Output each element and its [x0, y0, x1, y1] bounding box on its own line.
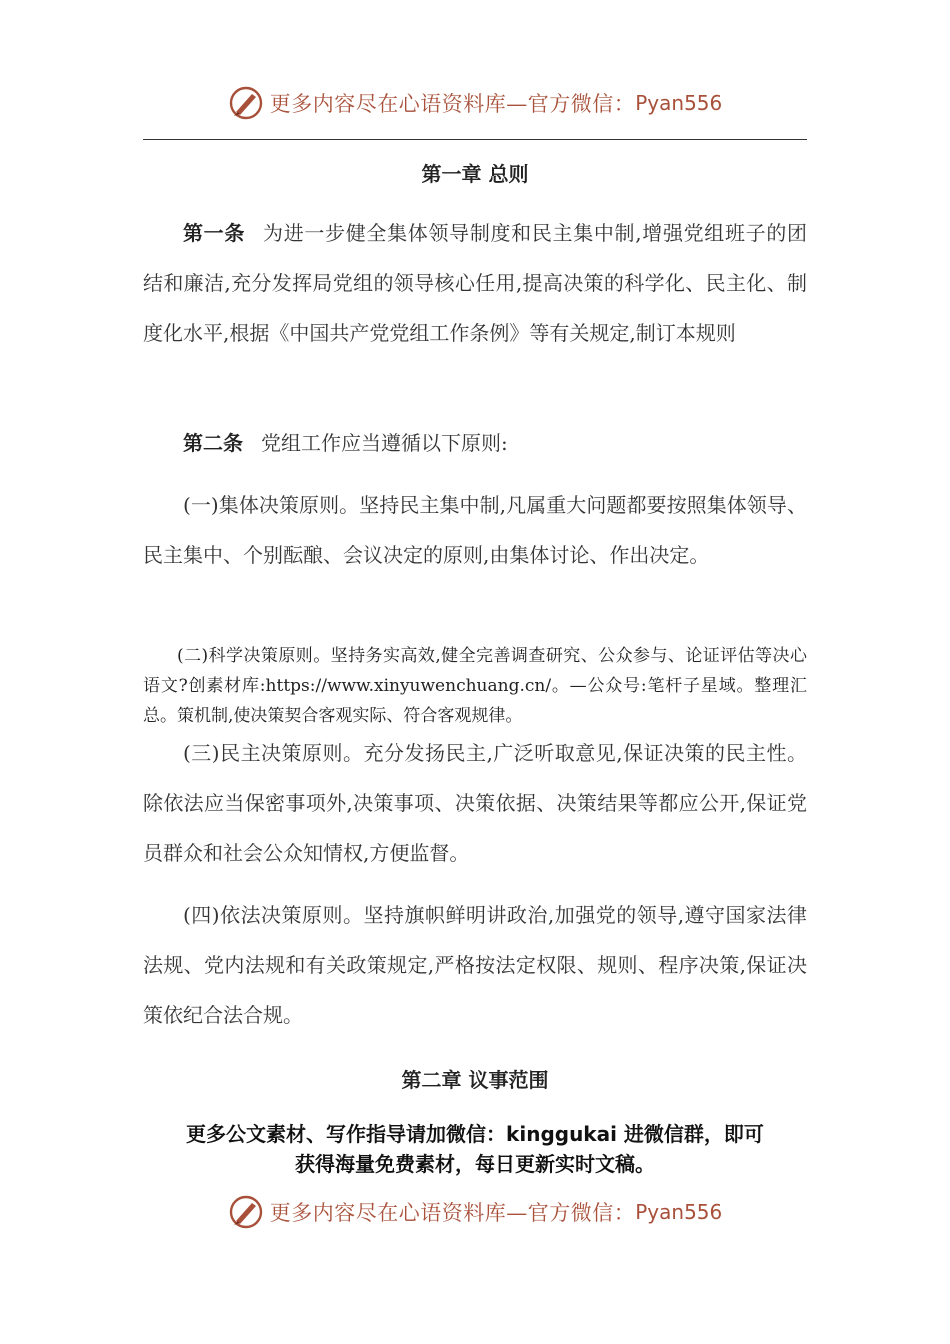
- banner-text: 更多内容尽在心语资料库—官方微信：: [269, 1201, 636, 1225]
- header-divider: [143, 139, 807, 140]
- principle-3: (三)民主决策原则。充分发扬民主,广泛听取意见,保证决策的民主性。除依法应当保密事项外,决策事项、决策依据、决策结果等都应公开,保证党员群众和社会公众知情权,方便监督。: [143, 741, 807, 865]
- footer-watermark-banner: [0, 1192, 950, 1232]
- article1-paragraph: [143, 208, 807, 358]
- chapter1-title: 第一章 总则: [421, 162, 529, 186]
- principle-4: (四)依法决策原则。坚持旗帜鲜明讲政治,加强党的领导,遵守国家法律法规、党内法规和有关政策规定,严格按法定权限、规则、程序决策,保证决策依纪合法合规。: [143, 903, 807, 1027]
- article1-text: 为进一步健全集体领导制度和民主集中制,增强党组班子的团结和廉洁,充分发挥局党组的领导核心任用,提高决策的科学化、民主化、制度化水平,根据《中国共产党党组工作条例》等有关规定,制订本规则: [143, 221, 808, 345]
- pen-logo-icon: [228, 1194, 264, 1230]
- promo-line-1: 更多公文素材、写作指导请加微信：kinggukai 进微信群，即可: [186, 1122, 764, 1146]
- promo-line-2: 获得海量免费素材，每日更新实时文稿。: [295, 1152, 655, 1176]
- promo-notice: [143, 1119, 807, 1179]
- principle-1: (一)集体决策原则。坚持民主集中制,凡属重大问题都要按照集体领导、民主集中、个别酝酿、会议决定的原则,由集体讨论、作出决定。: [143, 493, 807, 567]
- header-watermark-banner: [0, 83, 950, 123]
- banner-wechat-id: Pyan556: [635, 1200, 723, 1224]
- banner-text: 更多内容尽在心语资料库—官方微信：: [269, 92, 636, 116]
- article2-label: 第二条: [183, 431, 243, 455]
- principle-2: (二)科学决策原则。坚持务实高效,健全完善调查研究、公众参与、论证评估等决心语文?创素材库:https://www.xinyuwenchuang.cn/。—公众号:笔杆子星域。整理汇总。策机制,使决策契合客观实际、符合客观规律。: [143, 646, 807, 726]
- banner-wechat-id: Pyan556: [635, 91, 723, 115]
- article2-text: 党组工作应当遵循以下原则:: [261, 431, 508, 455]
- chapter2-title: 第二章 议事范围: [401, 1068, 549, 1092]
- article2-paragraph: [143, 418, 807, 468]
- pen-logo-icon: [228, 85, 264, 121]
- article1-label: 第一条: [183, 221, 246, 245]
